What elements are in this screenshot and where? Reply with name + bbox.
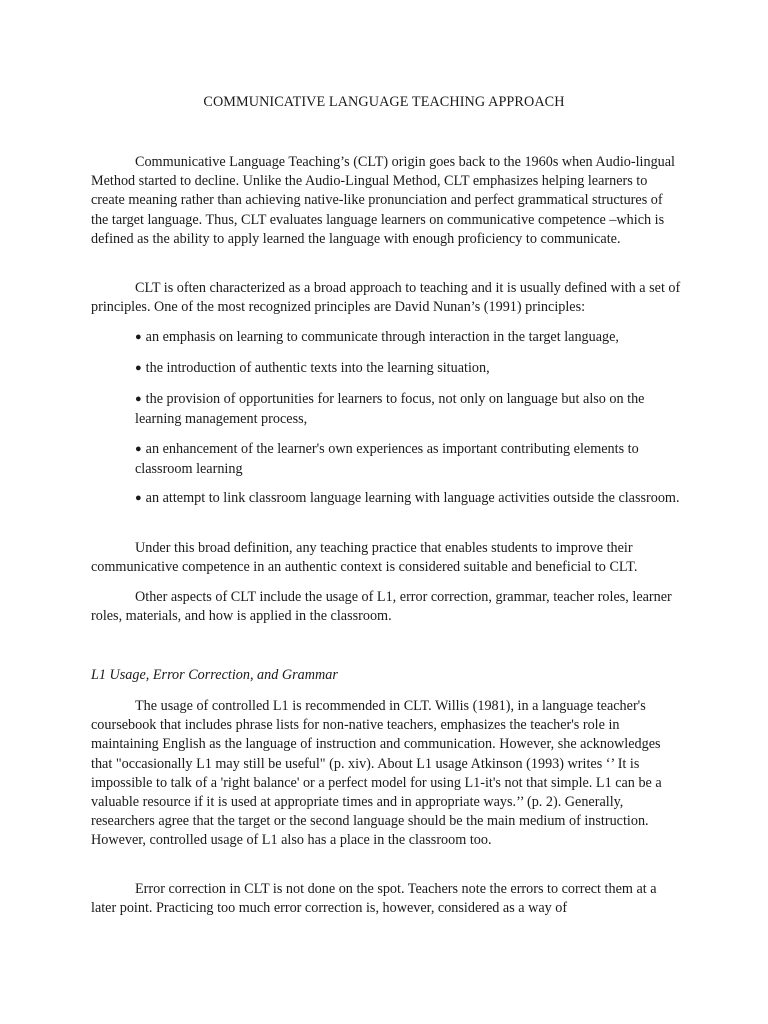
bullet-text: the introduction of authentic texts into the learning situation, bbox=[145, 360, 490, 376]
section-heading: L1 Usage, Error Correction, and Grammar bbox=[91, 667, 338, 683]
bullet-icon: ● bbox=[135, 443, 142, 455]
aspects-paragraph: Other aspects of CLT include the usage of L1, error correction, grammar, teacher roles, learner roles, materials, and how is applied in the classroom. bbox=[91, 589, 672, 625]
bullet-icon: ● bbox=[135, 393, 142, 405]
error-correction-paragraph: Error correction in CLT is not done on the spot. Teachers note the errors to correct them at a later point. Practicing too much error correction is, however, considered as a way of bbox=[91, 881, 657, 917]
intro-paragraph-2: CLT is often characterized as a broad approach to teaching and it is usually defined with a set of principles. One of the most recognized principles are David Nunan’s (1991) principles: bbox=[91, 280, 681, 316]
definition-paragraph: Under this broad definition, any teaching practice that enables students to improve their communicative competence in an authentic context is considered suitable and beneficial to CLT. bbox=[91, 540, 638, 576]
principle-bullet-3 bbox=[135, 390, 683, 429]
principle-bullet-1 bbox=[135, 328, 683, 348]
bullet-text: the provision of opportunities for learners to focus, not only on language but also on the learning management process, bbox=[135, 391, 645, 428]
principle-bullet-5 bbox=[135, 489, 683, 509]
bullet-icon: ● bbox=[135, 331, 142, 343]
page-bottom-fade bbox=[0, 932, 768, 1024]
principle-bullet-2 bbox=[135, 359, 683, 379]
bullet-text: an emphasis on learning to communicate through interaction in the target language, bbox=[145, 329, 619, 345]
bullet-text: an attempt to link classroom language learning with language activities outside the classroom. bbox=[145, 490, 680, 506]
l1-usage-paragraph: The usage of controlled L1 is recommended in CLT. Willis (1981), in a language teacher's coursebook that includes phrase lists for non-native teachers, emphasizes the teacher's role in maintaining English as the language of instruction and communication. However, she acknowledges that "occasionally L1 may still be useful" (p. xiv). About L1 usage Atkinson (1993) writes ‘’ It is impossible to talk of a 'right balance' or a perfect model for using L1-it's not that simple. L1 can be a valuable resource if it is used at appropriate times and in appropriate ways.’’ (p. 2). Generally, researchers agree that the target or the second language should be the main medium of instruction. However, controlled usage of L1 also has a place in the classroom too. bbox=[91, 698, 662, 849]
bullet-text: an enhancement of the learner's own experiences as important contributing elements to classroom learning bbox=[135, 441, 639, 478]
bullet-icon: ● bbox=[135, 492, 142, 504]
document-title: COMMUNICATIVE LANGUAGE TEACHING APPROACH bbox=[203, 94, 565, 110]
bullet-icon: ● bbox=[135, 362, 142, 374]
principle-bullet-4 bbox=[135, 440, 683, 479]
intro-paragraph-1: Communicative Language Teaching’s (CLT) origin goes back to the 1960s when Audio-lingual Method started to decline. Unlike the Audio-Lingual Method, CLT emphasizes helping learners to create meaning rather than achieving native-like pronunciation and perfect grammatical structures of the target language. Thus, CLT evaluates language learners on communicative competence –which is defined as the ability to apply learned the language with enough proficiency to communicate. bbox=[91, 154, 675, 247]
